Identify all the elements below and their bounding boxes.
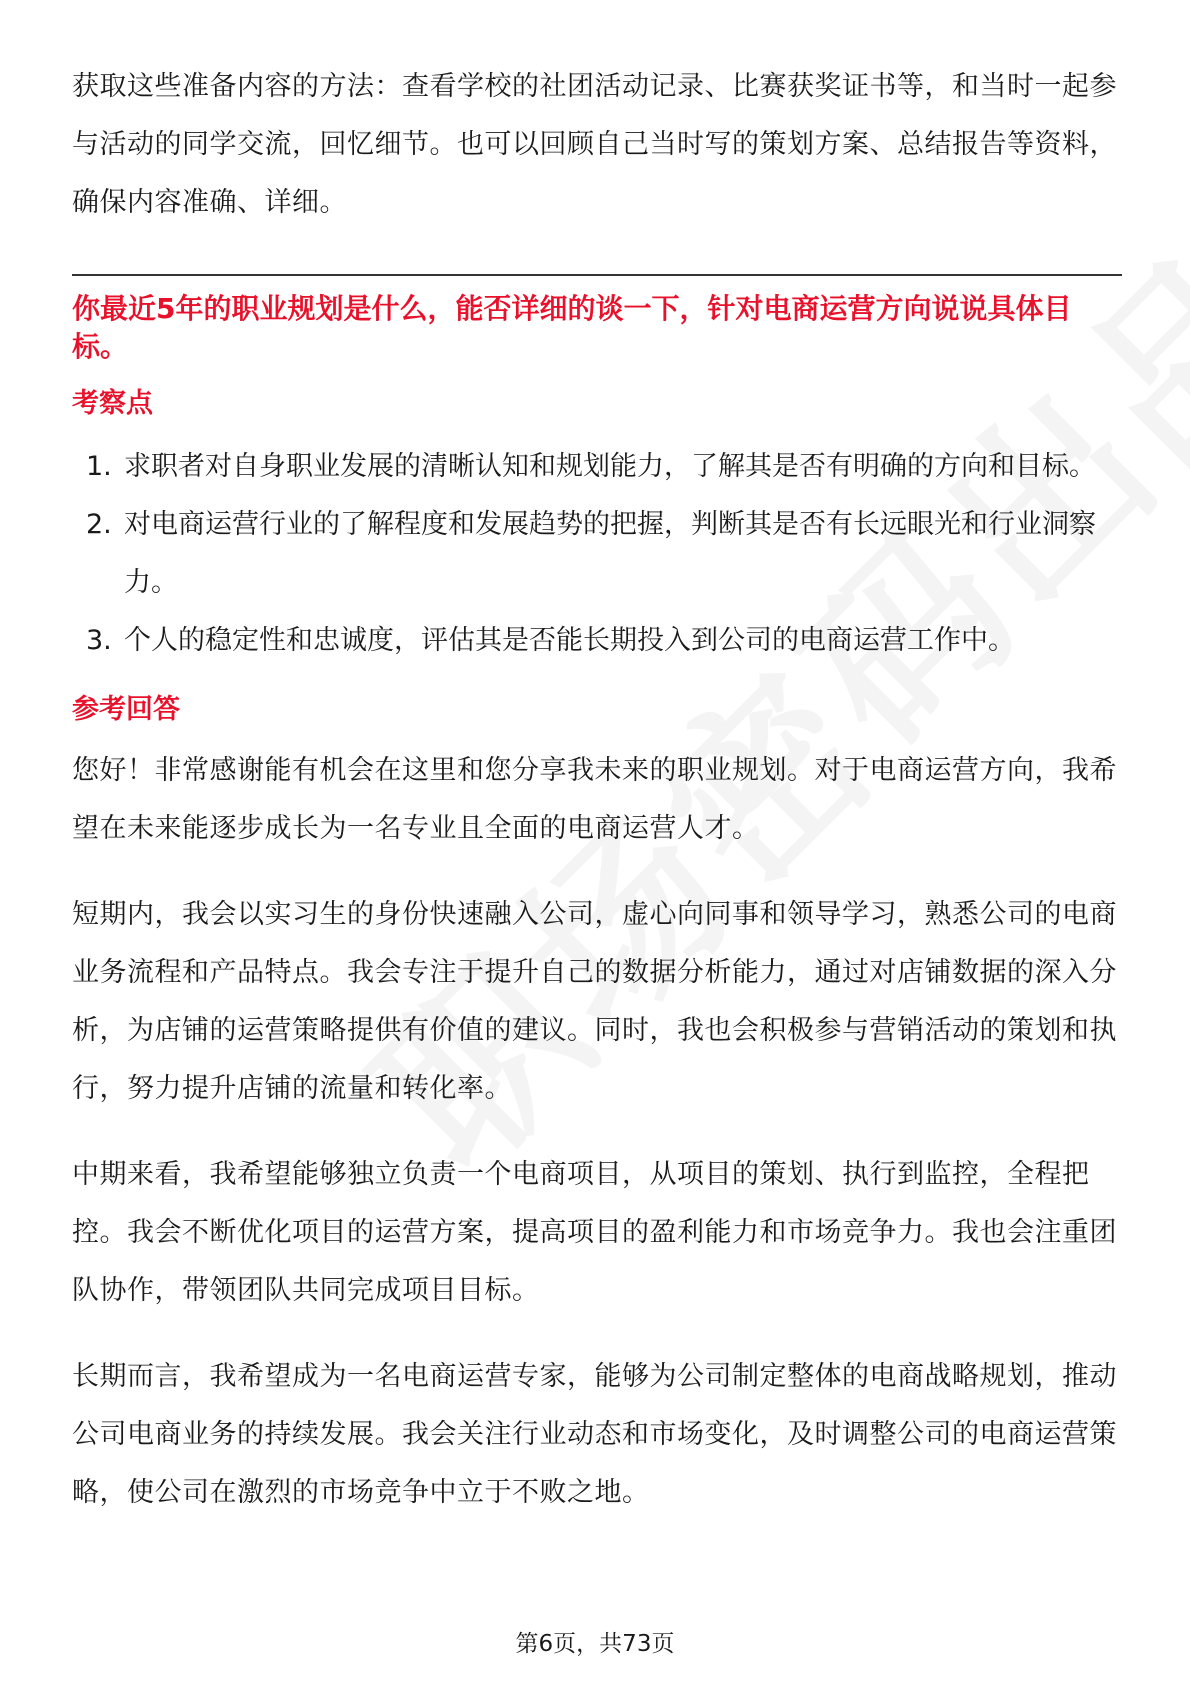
intro-paragraph: 获取这些准备内容的方法：查看学校的社团活动记录、比赛获奖证书等，和当时一起参与活动的同学交流，回忆细节。也可以回顾自己当时写的策划方案、总结报告等资料，确保内容准确、详细。 — [72, 71, 1117, 218]
evaluation-list — [72, 438, 1122, 670]
answer-paragraph: 长期而言，我希望成为一名电商运营专家，能够为公司制定整体的电商战略规划，推动公司电商业务的持续发展。我会关注行业动态和市场变化，及时调整公司的电商运营策略，使公司在激烈的市场竞争中立于不败之地。 — [72, 1361, 1117, 1508]
list-item — [72, 438, 1122, 496]
paragraph-gap — [72, 1118, 1122, 1146]
section-divider — [72, 274, 1122, 276]
list-item-number: 3. — [86, 625, 112, 656]
paragraph-gap — [72, 1320, 1122, 1348]
answer-paragraph: 短期内，我会以实习生的身份快速融入公司，虚心向同事和领导学习，熟悉公司的电商业务流程和产品特点。我会专注于提升自己的数据分析能力，通过对店铺数据的深入分析，为店铺的运营策略提供有价值的建议。同时，我也会积极参与营销活动的策划和执行，努力提升店铺的流量和转化率。 — [72, 899, 1117, 1104]
page-footer: 第6页，共73页 — [515, 1631, 675, 1657]
evaluation-heading: 考察点 — [72, 388, 153, 419]
list-item-text: 对电商运营行业的了解程度和发展趋势的把握，判断其是否有长远眼光和行业洞察力。 — [124, 509, 1096, 598]
paragraph-gap — [72, 858, 1122, 886]
list-item-number: 2. — [86, 509, 112, 540]
answer-heading: 参考回答 — [72, 694, 180, 725]
list-item — [72, 612, 1122, 670]
page-content — [72, 58, 1122, 1522]
list-item-text: 求职者对自身职业发展的清晰认知和规划能力，了解其是否有明确的方向和目标。 — [124, 451, 1096, 482]
answer-paragraph: 中期来看，我希望能够独立负责一个电商项目，从项目的策划、执行到监控，全程把控。我会不断优化项目的运营方案，提高项目的盈利能力和市场竞争力。我也会注重团队协作，带领团队共同完成项目目标。 — [72, 1159, 1117, 1306]
question-heading: 你最近5年的职业规划是什么，能否详细的谈一下，针对电商运营方向说说具体目标。 — [72, 292, 1072, 363]
list-item-text: 个人的稳定性和忠诚度，评估其是否能长期投入到公司的电商运营工作中。 — [124, 625, 1015, 656]
list-item — [72, 496, 1122, 612]
answer-paragraph: 您好！非常感谢能有机会在这里和您分享我未来的职业规划。对于电商运营方向，我希望在未来能逐步成长为一名专业且全面的电商运营人才。 — [72, 755, 1117, 844]
list-item-number: 1. — [86, 451, 112, 482]
